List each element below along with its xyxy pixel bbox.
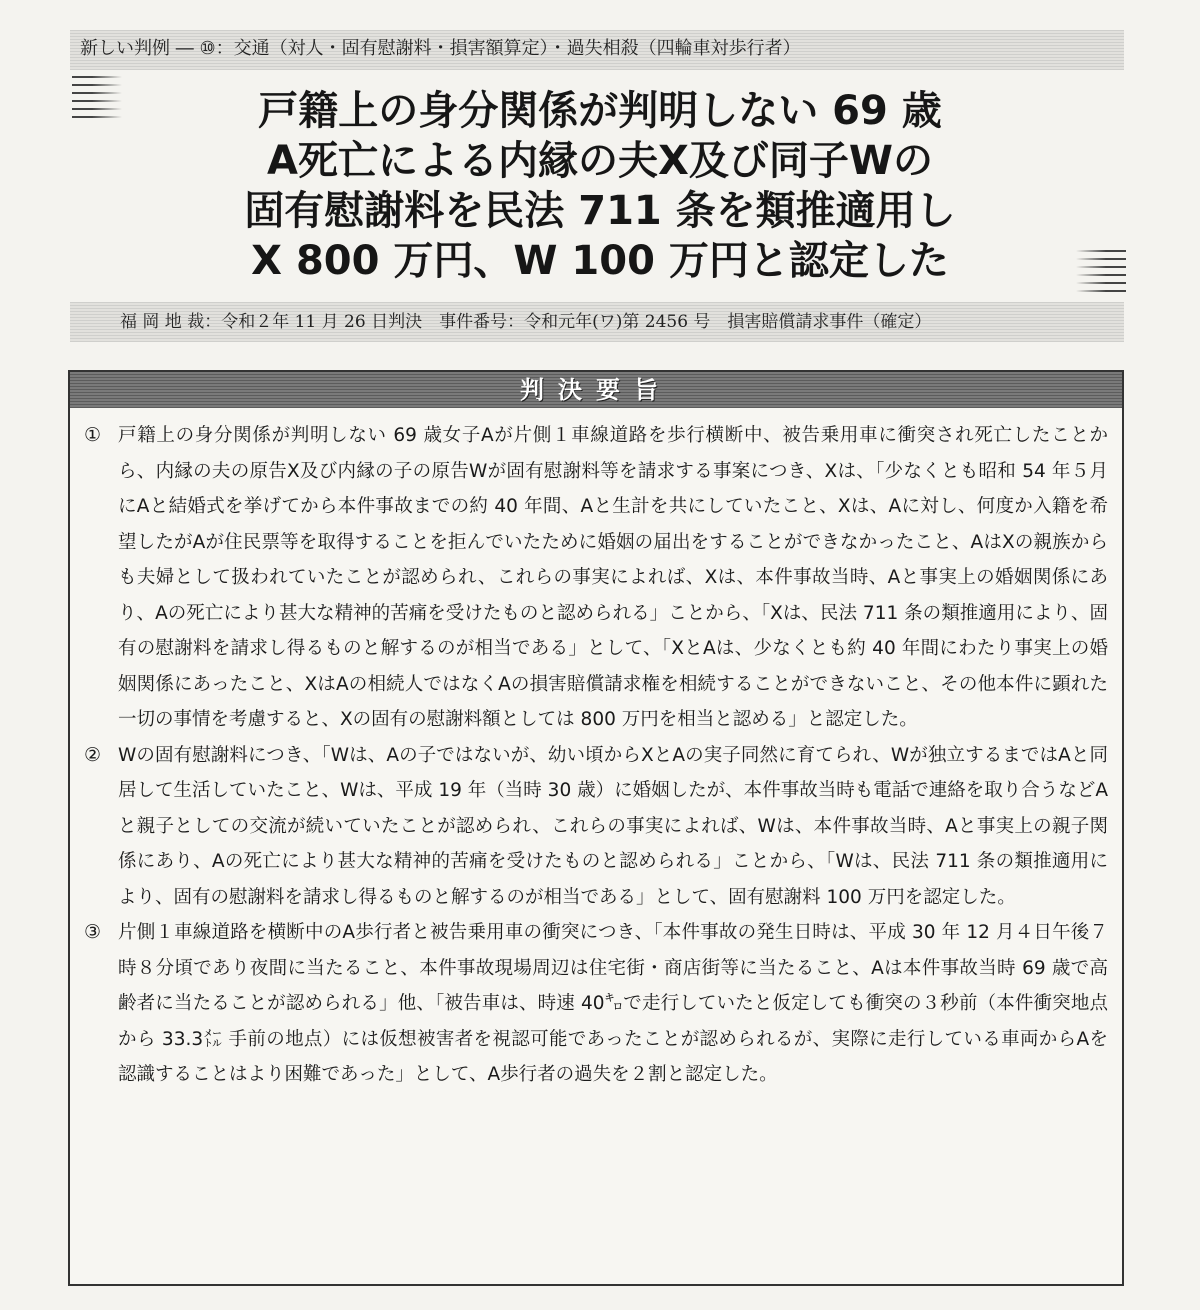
summary-item-text: 片側１車線道路を横断中のA歩行者と被告乗用車の衝突につき、「本件事故の発生日時は、平成 30 年 12 月４日午後７時８分頃であり夜間に当たること、本件事故現場周辺は住宅街・商店街等に当たること、Aは本件事故当時 69 歳で高齢者に当たることが認められる」他、「被告車は、時速 40㌔で走行していたと仮定しても衝突の３秒前（本件衝突地点から 33.3㍍ 手前の地点）には仮想被害者を視認可能であったことが認められるが、実際に走行している車両からAを認識することはより困難であった」として、A歩行者の過失を２割と認定した。 [118, 922, 1108, 1085]
headline-line-1: 戸籍上の身分関係が判明しない 69 歳 [258, 88, 942, 134]
headline-line-4: X 800 万円、W 100 万円と認定した [251, 238, 949, 284]
headline-line-3: 固有慰謝料を民法 711 条を類推適用し [244, 188, 956, 234]
summary-item-number: ③ [84, 921, 102, 943]
decorative-stripes-left [72, 76, 122, 122]
judgment-summary-box [68, 370, 1124, 1286]
summary-item-number: ① [84, 424, 102, 446]
court-info-bar: 福 岡 地 裁：令和２年 11 月 26 日判決 事件番号：令和元年(ワ)第 2456 号 損害賠償請求事件（確定） [70, 302, 1124, 342]
summary-item-text: 戸籍上の身分関係が判明しない 69 歳女子Aが片側１車線道路を歩行横断中、被告乗用車に衝突され死亡したことから、内縁の夫の原告X及び内縁の子の原告Wが固有慰謝料等を請求する事案につき、Xは、「少なくとも昭和 54 年５月にAと結婚式を挙げてから本件事故までの約 40 年間、Aと生計を共にしていたこと、Xは、Aに対し、何度か入籍を希望したがAが住民票等を取得することを拒んでいたために婚姻の届出をすることができなかったこと、AはXの親族からも夫婦として扱われていたことが認められ、これらの事実によれば、Xは、本件事故当時、Aと事実上の婚姻関係にあり、Aの死亡により甚大な精神的苦痛を受けたものと認められる」ことから、「Xは、民法 711 条の類推適用により、固有の慰謝料を請求し得るものと解するのが相当である」として、「XとAは、少なくとも約 40 年間にわたり事実上の婚姻関係にあったこと、XはAの相続人ではなくAの損害賠償請求権を相続することができないこと、その他本件に顕れた一切の事情を考慮すると、Xの固有の慰謝料額としては 800 万円を相当と認める」と認定した。 [118, 425, 1108, 730]
summary-item-1 [84, 418, 1108, 738]
category-header: 新しい判例 ― ⑩：交通（対人・固有慰謝料・損害額算定）・過失相殺（四輪車対歩行者） [70, 30, 1124, 70]
summary-item-2 [84, 738, 1108, 916]
summary-header: 判決要旨 [70, 372, 1122, 408]
summary-body [70, 408, 1122, 1093]
summary-item-number: ② [84, 743, 102, 766]
headline-line-2: A死亡による内縁の夫X及び同子Wの [267, 138, 933, 184]
summary-item-text: Wの固有慰謝料につき、「Wは、Aの子ではないが、幼い頃からXとAの実子同然に育てられ、Wが独立するまではAと同居して生活していたこと、Wは、平成 19 年（当時 30 歳）に婚姻したが、本件事故当時も電話で連絡を取り合うなどAと親子としての交流が続いていたことが認められ、これらの事実によれば、Wは、本件事故当時、Aと事実上の親子関係にあり、Aの死亡により甚大な精神的苦痛を受けたものと認められる」ことから、「Wは、民法 711 条の類推適用により、固有の慰謝料を請求し得るものと解するのが相当である」として、固有慰謝料 100 万円を認定した。 [118, 744, 1108, 908]
summary-item-3 [84, 915, 1108, 1093]
article-headline [130, 86, 1070, 286]
decorative-stripes-right [1076, 250, 1126, 296]
